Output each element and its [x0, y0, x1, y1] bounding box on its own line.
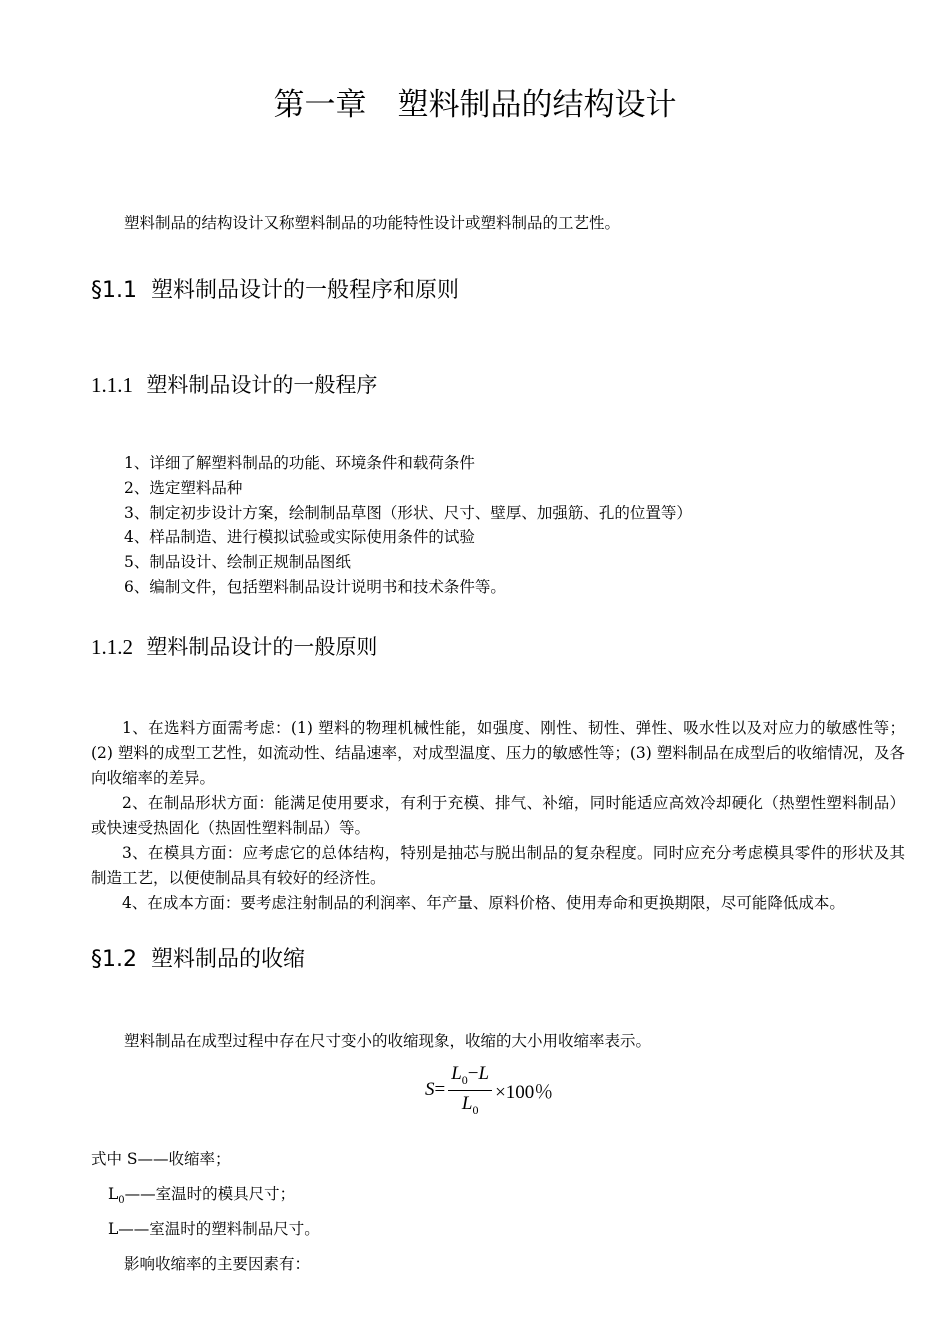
- section-title: 塑料制品设计的一般程序和原则: [151, 278, 460, 303]
- list-item: 4、样品制造、进行模拟试验或实际使用条件的试验: [124, 528, 475, 547]
- intro-paragraph: 塑料制品的结构设计又称塑料制品的功能特性设计或塑料制品的工艺性。: [124, 214, 621, 232]
- principles-block: [91, 716, 905, 916]
- subsection-title: 塑料制品设计的一般原则: [146, 635, 378, 659]
- formula-fraction: [448, 1063, 492, 1118]
- formula-denominator: [459, 1091, 482, 1118]
- section-title: 塑料制品的收缩: [151, 947, 306, 972]
- subsection-heading-1-1-2: [91, 632, 377, 662]
- subsection-number: 1.1.1: [91, 373, 133, 397]
- symbol-l-line: L——室温时的塑料制品尺寸。: [108, 1220, 320, 1238]
- where-line: 式中 S——收缩率；: [91, 1150, 231, 1168]
- list-item: 6、编制文件，包括塑料制品设计说明书和技术条件等。: [124, 577, 506, 596]
- symbol-l0-subscript: 0: [118, 1195, 125, 1207]
- principle-paragraph: 4、在成本方面：要考虑注射制品的利润率、年产量、原料价格、使用寿命和更换期限，尽可能降低成本。: [122, 894, 845, 912]
- section-heading-1-2: [91, 945, 305, 975]
- factors-intro: 影响收缩率的主要因素有：: [124, 1255, 311, 1273]
- numerator-minus: −: [467, 1062, 479, 1084]
- formula-equals: =: [434, 1079, 446, 1100]
- formula-numerator: [448, 1063, 492, 1091]
- list-item: 5、制品设计、绘制正规制品图纸: [124, 553, 351, 572]
- denominator-base: L: [461, 1092, 473, 1114]
- symbol-l0-description: ——室温时的模具尺寸；: [124, 1185, 296, 1203]
- section-number: §1.1: [91, 278, 137, 303]
- denominator-subscript: 0: [472, 1102, 479, 1117]
- subsection-title: 塑料制品设计的一般程序: [146, 373, 378, 397]
- principle-paragraph: 2、在制品形状方面：能满足使用要求，有利于充模、排气、补缩，同时能适应高效冷却硬化（热塑性塑料制品）或快速受热固化（热固性塑料制品）等。: [91, 794, 905, 837]
- subsection-number: 1.1.2: [91, 635, 133, 659]
- principle-paragraph: 3、在模具方面：应考虑它的总体结构，特别是抽芯与脱出制品的复杂程度。同时应充分考虑模具零件的形状及其制造工艺，以便使制品具有较好的经济性。: [91, 844, 905, 887]
- principle-paragraph: 1、在选料方面需考虑：(1) 塑料的物理机械性能，如强度、刚性、韧性、弹性、吸水性以及对应力的敏感性等；(2) 塑料的成型工艺性，如流动性、结晶速率，对成型温度、压力的敏感性等；(3) 塑料制品在成型后的收缩情况，及各向收缩率的差异。: [91, 719, 905, 787]
- list-item: 1、详细了解塑料制品的功能、环境条件和载荷条件: [124, 454, 475, 472]
- numerator-base: L: [451, 1062, 462, 1084]
- formula-times: ×100％: [495, 1081, 554, 1103]
- formula-lhs: S: [425, 1079, 435, 1100]
- list-item: 3、制定初步设计方案，绘制制品草图（形状、尺寸、壁厚、加强筋、孔的位置等）: [124, 503, 692, 522]
- section-number: §1.2: [91, 947, 137, 972]
- symbol-l0-line: [108, 1182, 295, 1213]
- symbol-l0-base: L: [108, 1185, 119, 1203]
- shrinkage-formula: [425, 1061, 553, 1119]
- subsection-heading-1-1-1: [91, 370, 377, 400]
- numerator-tail: L: [478, 1062, 490, 1084]
- shrink-intro-paragraph: 塑料制品在成型过程中存在尺寸变小的收缩现象，收缩的大小用收缩率表示。: [124, 1032, 652, 1050]
- section-heading-1-1: [91, 276, 459, 306]
- numerator-subscript: 0: [461, 1072, 468, 1087]
- procedure-list: [124, 451, 692, 600]
- chapter-title: 第一章 塑料制品的结构设计: [273, 87, 677, 123]
- list-item: 2、选定塑料品种: [124, 478, 243, 497]
